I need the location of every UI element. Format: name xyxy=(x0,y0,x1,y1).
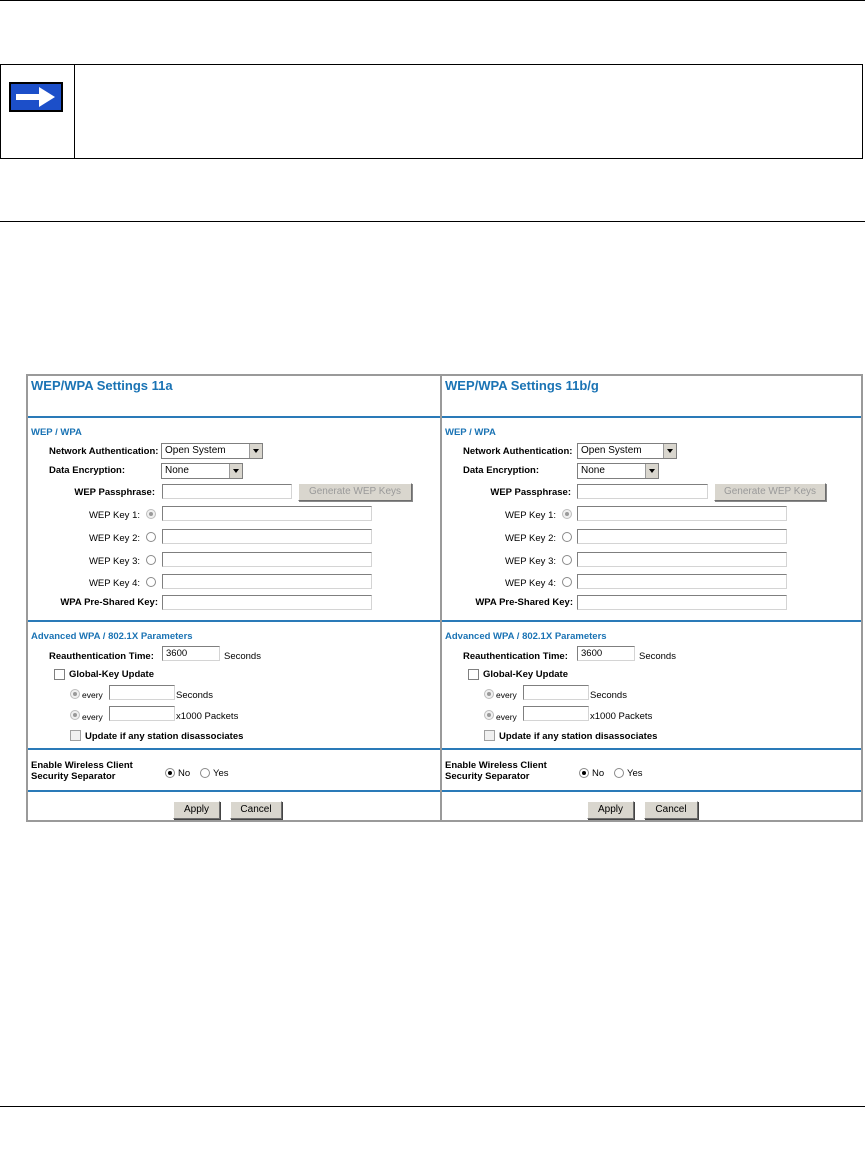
update-disassoc-checkbox[interactable] xyxy=(70,730,81,741)
separator-label-line-2: Security Separator xyxy=(445,771,530,782)
divider xyxy=(28,620,447,622)
divider xyxy=(28,748,447,750)
data-encryption-label: Data Encryption: xyxy=(463,465,540,476)
section-rule xyxy=(0,221,865,222)
wep-key-3-radio[interactable] xyxy=(146,555,156,565)
separator-no-radio[interactable] xyxy=(165,768,175,778)
wep-key-3-label: WEP Key 3: xyxy=(88,556,140,567)
panel-title: WEP/WPA Settings 11a xyxy=(31,378,173,393)
global-key-update-label: Global-Key Update xyxy=(483,669,568,680)
separator-no-label: No xyxy=(592,768,605,779)
every-packets-unit: x1000 Packets xyxy=(590,711,653,722)
global-key-update-label: Global-Key Update xyxy=(69,669,154,680)
reauth-unit: Seconds xyxy=(224,651,261,662)
generate-wep-keys-button[interactable]: Generate WEP Keys xyxy=(298,483,412,501)
separator-label-line-1: Enable Wireless Client xyxy=(445,760,547,771)
wep-key-4-radio[interactable] xyxy=(562,577,572,587)
every-packets-input[interactable] xyxy=(109,706,175,721)
wep-key-2-radio[interactable] xyxy=(562,532,572,542)
reauth-label: Reauthentication Time: xyxy=(49,651,154,662)
every-packets-unit: x1000 Packets xyxy=(176,711,239,722)
wep-passphrase-label: WEP Passphrase: xyxy=(74,487,155,498)
separator-yes-label: Yes xyxy=(213,768,229,779)
reauth-time-input[interactable]: 3600 xyxy=(577,646,635,661)
divider xyxy=(442,620,861,622)
every-seconds-input[interactable] xyxy=(109,685,175,700)
every-label: every xyxy=(82,712,103,722)
wpa-psk-label: WPA Pre-Shared Key: xyxy=(475,597,573,608)
wep-key-4-label: WEP Key 4: xyxy=(504,578,556,589)
network-auth-select[interactable] xyxy=(161,443,263,459)
global-key-update-checkbox[interactable] xyxy=(54,669,65,680)
every-packets-radio[interactable] xyxy=(484,710,494,720)
chevron-down-icon xyxy=(663,444,676,458)
wep-key-3-input[interactable] xyxy=(162,552,372,567)
reauth-label: Reauthentication Time: xyxy=(463,651,568,662)
network-auth-select[interactable] xyxy=(577,443,677,459)
wep-key-2-label: WEP Key 2: xyxy=(504,533,556,544)
wep-key-4-label: WEP Key 4: xyxy=(88,578,140,589)
every-label: every xyxy=(496,690,517,700)
network-auth-value: Open System xyxy=(581,445,642,456)
wep-section-heading: WEP / WPA xyxy=(31,427,82,438)
global-key-update-checkbox[interactable] xyxy=(468,669,479,680)
data-encryption-value: None xyxy=(581,465,605,476)
network-auth-label: Network Authentication: xyxy=(463,446,573,457)
update-disassoc-label: Update if any station disassociates xyxy=(85,731,244,742)
wpa-psk-input[interactable] xyxy=(577,595,787,610)
chevron-down-icon xyxy=(249,444,262,458)
every-seconds-radio[interactable] xyxy=(70,689,80,699)
every-label: every xyxy=(82,690,103,700)
wep-key-4-radio[interactable] xyxy=(146,577,156,587)
apply-button[interactable]: Apply xyxy=(173,801,220,819)
every-seconds-unit: Seconds xyxy=(176,690,213,701)
wep-passphrase-input[interactable] xyxy=(162,484,292,499)
separator-yes-label: Yes xyxy=(627,768,643,779)
network-auth-value: Open System xyxy=(165,445,226,456)
advanced-section-heading: Advanced WPA / 802.1X Parameters xyxy=(31,631,193,642)
advanced-section-heading: Advanced WPA / 802.1X Parameters xyxy=(445,631,607,642)
separator-label xyxy=(31,760,133,782)
separator-yes-radio[interactable] xyxy=(614,768,624,778)
wep-key-3-input[interactable] xyxy=(577,552,787,567)
data-encryption-value: None xyxy=(165,465,189,476)
separator-no-label: No xyxy=(178,768,191,779)
note-icon-cell xyxy=(1,65,75,158)
chevron-down-icon xyxy=(645,464,658,478)
separator-label-line-2: Security Separator xyxy=(31,771,116,782)
apply-button[interactable]: Apply xyxy=(587,801,634,819)
wep-key-3-label: WEP Key 3: xyxy=(504,556,556,567)
wep-passphrase-label: WEP Passphrase: xyxy=(490,487,571,498)
note-arrow-icon xyxy=(9,82,63,112)
divider xyxy=(28,416,447,418)
wpa-psk-label: WPA Pre-Shared Key: xyxy=(60,597,158,608)
update-disassoc-checkbox[interactable] xyxy=(484,730,495,741)
wpa-psk-input[interactable] xyxy=(162,595,372,610)
wep-key-1-radio[interactable] xyxy=(562,509,572,519)
reauth-time-input[interactable]: 3600 xyxy=(162,646,220,661)
bottom-rule xyxy=(0,1106,865,1107)
top-rule xyxy=(0,0,865,1)
wep-wpa-panel-11bg xyxy=(440,374,863,822)
panel-title: WEP/WPA Settings 11b/g xyxy=(445,378,599,393)
data-encryption-select[interactable] xyxy=(161,463,243,479)
wep-key-4-input[interactable] xyxy=(162,574,372,589)
generate-wep-keys-button[interactable]: Generate WEP Keys xyxy=(714,483,826,501)
divider xyxy=(442,790,861,792)
separator-label xyxy=(445,760,547,782)
wep-key-1-radio[interactable] xyxy=(146,509,156,519)
update-disassoc-label: Update if any station disassociates xyxy=(499,731,658,742)
cancel-button[interactable]: Cancel xyxy=(644,801,698,819)
every-seconds-unit: Seconds xyxy=(590,690,627,701)
divider xyxy=(28,790,447,792)
wep-key-1-label: WEP Key 1: xyxy=(88,510,140,521)
note-box xyxy=(0,64,863,159)
data-encryption-label: Data Encryption: xyxy=(49,465,126,476)
wep-key-2-label: WEP Key 2: xyxy=(88,533,140,544)
wep-key-1-input[interactable] xyxy=(162,506,372,521)
wep-section-heading: WEP / WPA xyxy=(445,427,496,438)
separator-yes-radio[interactable] xyxy=(200,768,210,778)
wep-key-2-input[interactable] xyxy=(577,529,787,544)
divider xyxy=(442,416,861,418)
network-auth-label: Network Authentication: xyxy=(49,446,159,457)
wep-key-2-input[interactable] xyxy=(162,529,372,544)
wep-key-1-label: WEP Key 1: xyxy=(504,510,556,521)
every-packets-input[interactable] xyxy=(523,706,589,721)
wep-key-1-input[interactable] xyxy=(577,506,787,521)
chevron-down-icon xyxy=(229,464,242,478)
separator-label-line-1: Enable Wireless Client xyxy=(31,760,133,771)
wep-key-4-input[interactable] xyxy=(577,574,787,589)
wep-passphrase-input[interactable] xyxy=(577,484,708,499)
wep-key-2-radio[interactable] xyxy=(146,532,156,542)
every-seconds-input[interactable] xyxy=(523,685,589,700)
wep-wpa-panel-11a xyxy=(26,374,449,822)
separator-no-radio[interactable] xyxy=(579,768,589,778)
wep-key-3-radio[interactable] xyxy=(562,555,572,565)
cancel-button[interactable]: Cancel xyxy=(230,801,282,819)
data-encryption-select[interactable] xyxy=(577,463,659,479)
every-label: every xyxy=(496,712,517,722)
reauth-unit: Seconds xyxy=(639,651,676,662)
every-packets-radio[interactable] xyxy=(70,710,80,720)
divider xyxy=(442,748,861,750)
every-seconds-radio[interactable] xyxy=(484,689,494,699)
